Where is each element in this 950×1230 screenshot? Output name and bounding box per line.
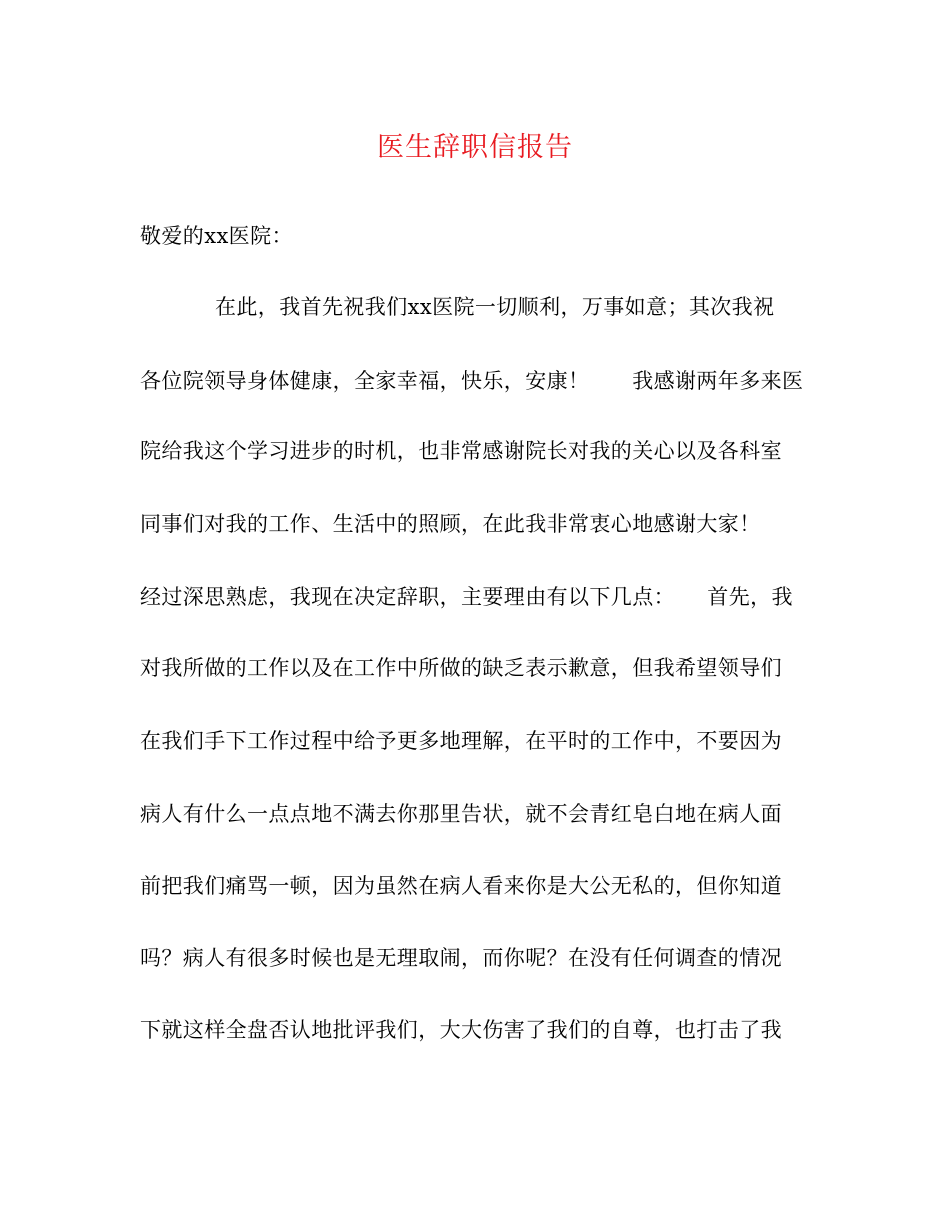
body-line: 吗？病人有很多时候也是无理取闹，而你呢？在没有任何调查的情况 bbox=[140, 946, 782, 970]
body-line: 病人有什么一点点地不满去你那里告状，就不会青红皂白地在病人面 bbox=[140, 802, 782, 826]
body-line: 经过深思熟虑，我现在决定辞职，主要理由有以下几点： 首先，我 bbox=[140, 585, 793, 609]
body-line: 同事们对我的工作、生活中的照顾，在此我非常衷心地感谢大家！ bbox=[140, 512, 761, 536]
salutation-line: 敬爱的xx医院： bbox=[140, 224, 293, 248]
body-line: 前把我们痛骂一顿，因为虽然在病人看来你是大公无私的，但你知道 bbox=[140, 874, 782, 898]
body-line: 各位院领导身体健康，全家幸福，快乐，安康！ 我感谢两年多来医 bbox=[140, 369, 804, 393]
document-title: 医生辞职信报告 bbox=[377, 132, 573, 163]
body-line: 在此，我首先祝我们xx医院一切顺利，万事如意；其次我祝 bbox=[215, 295, 775, 319]
body-line: 院给我这个学习进步的时机，也非常感谢院长对我的关心以及各科室 bbox=[140, 439, 782, 463]
body-line: 在我们手下工作过程中给予更多地理解，在平时的工作中，不要因为 bbox=[140, 729, 782, 753]
body-line: 对我所做的工作以及在工作中所做的缺乏表示歉意，但我希望领导们 bbox=[140, 656, 782, 680]
body-line: 下就这样全盘否认地批评我们，大大伤害了我们的自尊，也打击了我 bbox=[140, 1018, 782, 1042]
